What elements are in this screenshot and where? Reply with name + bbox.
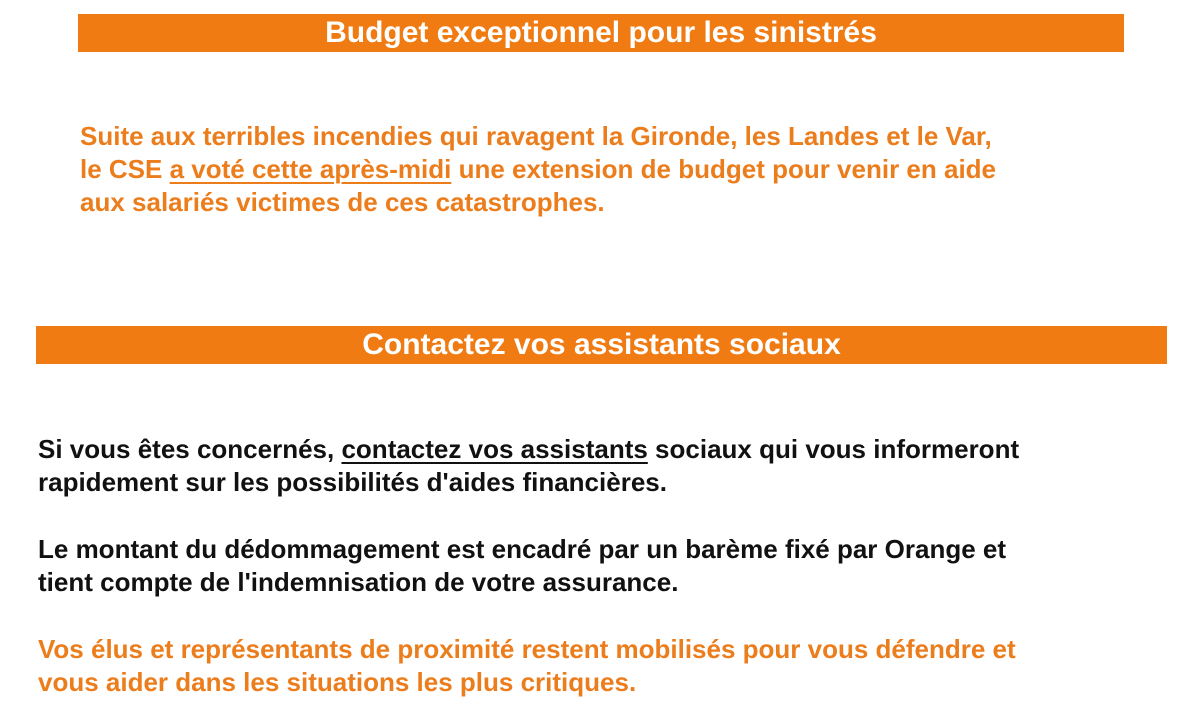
vote-underlined-text: a voté cette après-midi (169, 154, 452, 184)
banner-title: Contactez vos assistants sociaux (362, 328, 841, 361)
banner-title: Budget exceptionnel pour les sinistrés (325, 16, 877, 49)
banner-contact-assistants (36, 326, 1167, 364)
intro-line-2-start: le CSE (80, 154, 170, 184)
contact-line-1-start: Si vous êtes concernés, (38, 434, 342, 464)
compensation-paragraph (38, 533, 1188, 599)
intro-line-2-end: une extension de budget pour venir en aide (451, 154, 997, 184)
banner-budget-exceptionnel (78, 14, 1124, 52)
mobilisation-line-2: vous aider dans les situations les plus critiques. (38, 667, 637, 697)
mobilisation-line-1: Vos élus et représentants de proximité restent mobilisés pour vous défendre et (38, 634, 1016, 664)
compensation-line-2: tient compte de l'indemnisation de votre assurance. (38, 567, 679, 597)
intro-line-3: aux salariés victimes de ces catastrophes. (80, 187, 605, 217)
contact-assistants-link[interactable]: contactez vos assistants (341, 434, 648, 464)
intro-paragraph (80, 120, 1160, 219)
contact-line-1-end: sociaux qui vous informeront (647, 434, 1020, 464)
contact-paragraph (38, 433, 1188, 499)
compensation-line-1: Le montant du dédommagement est encadré par un barème fixé par Orange et (38, 534, 1007, 564)
contact-line-2: rapidement sur les possibilités d'aides financières. (38, 467, 667, 497)
mobilisation-paragraph (38, 633, 1188, 699)
intro-line-1: Suite aux terribles incendies qui ravagent la Gironde, les Landes et le Var, (80, 121, 992, 151)
